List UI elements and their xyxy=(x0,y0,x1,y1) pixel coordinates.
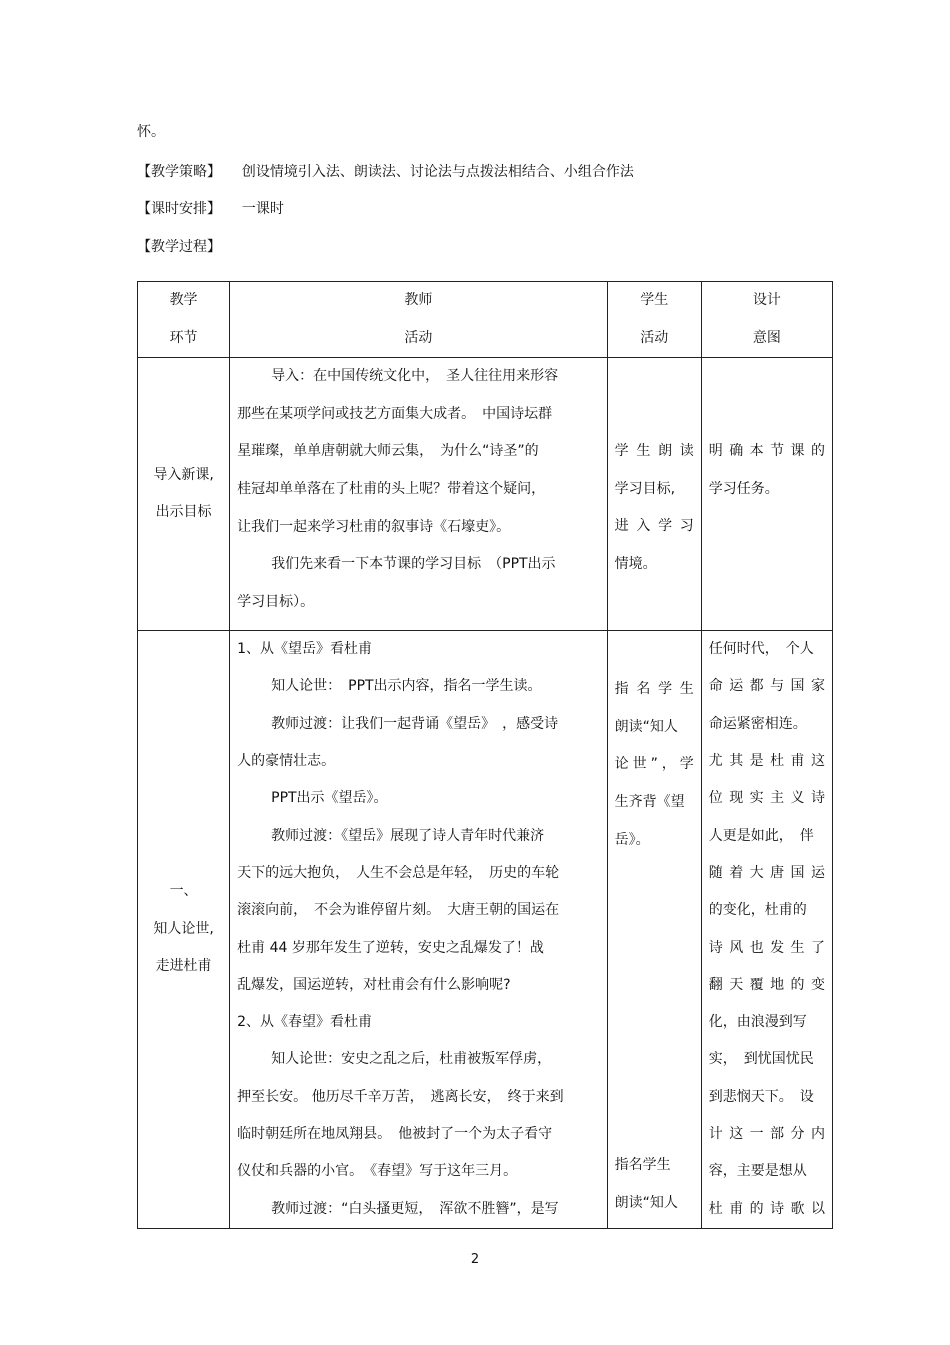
text-line: 的变化，杜甫的 xyxy=(708,902,807,919)
header-teacher-line1: 教师 xyxy=(404,292,433,308)
text-line: 翻天覆地的变 xyxy=(708,976,825,993)
text-line: 明确本节课的 xyxy=(708,443,825,460)
text-line: 教师过渡：《望岳》展现了诗人青年时代兼济 xyxy=(271,827,545,844)
text-line: 指名学生 xyxy=(614,1157,671,1174)
strategy-line xyxy=(137,162,634,182)
text-line: 指名学生 xyxy=(614,681,694,698)
header-intent-line2: 意图 xyxy=(752,329,781,346)
text-line: 滚滚向前， 不会为谁停留片刻。 大唐王朝的国运在 xyxy=(237,902,560,919)
text-line: 让我们一起来学习杜甫的叙事诗《石壕吏》。 xyxy=(237,518,511,535)
text-line: 知人论世：安史之乱之后，杜甫被叛军俘虏， xyxy=(271,1051,552,1068)
text-line: PPT出示《望岳》。 xyxy=(271,790,388,807)
text-line: 人的豪情壮志。 xyxy=(237,753,336,770)
lesson-plan-table xyxy=(137,281,833,1229)
header-student-line2: 活动 xyxy=(640,329,669,346)
text-line: 容，主要是想从 xyxy=(708,1163,807,1180)
header-teacher-line2: 活动 xyxy=(404,329,433,346)
text-line: 押至长安。 他历尽千辛万苦， 逃离长安， 终于来到 xyxy=(237,1088,564,1105)
text-line: 教师过渡：“白头搔更短， 浑欲不胜簪”，是写 xyxy=(271,1200,559,1217)
text-line: 尤其是杜甫这 xyxy=(708,753,825,770)
text-line: 知人论世： PPT出示内容，指名一学生读。 xyxy=(271,678,542,695)
text-line: 岳》。 xyxy=(614,831,650,848)
text-line: 乱爆发，国运逆转，对杜甫会有什么影响呢? xyxy=(237,976,511,993)
stage-line: 知人论世, xyxy=(153,920,214,937)
teacher-activity-cell xyxy=(230,358,608,631)
header-stage xyxy=(138,282,230,358)
text-line: 教师过渡：让我们一起背诵《望岳》 ，感受诗 xyxy=(271,715,559,732)
strategy-value: 创设情境引入法、朗读法、讨论法与点拨法相结合、小组合作法 xyxy=(241,164,634,180)
table-row xyxy=(138,358,833,631)
text-line: 临时朝廷所在地凤翔县。 他被封了一个为太子看守 xyxy=(237,1126,553,1143)
text-line: 学习任务。 xyxy=(708,480,779,497)
text-line: 星璀璨，单单唐朝就大师云集， 为什么“诗圣”的 xyxy=(237,443,539,460)
header-intent xyxy=(701,282,832,358)
text-line: 我们先来看一下本节课的学习目标 （PPT出示 xyxy=(271,556,556,573)
table-header-row xyxy=(138,282,833,358)
teacher-activity-cell xyxy=(230,631,608,1229)
design-intent-cell xyxy=(701,631,832,1229)
text-line: 杜甫的诗歌以 xyxy=(708,1200,825,1217)
text-line: 诗风也发生了 xyxy=(708,939,825,956)
header-stage-line2: 环节 xyxy=(169,329,198,346)
section-heading: 2、从《春望》看杜甫 xyxy=(237,1014,373,1031)
student-activity-cell xyxy=(607,358,701,631)
text-line: 那些在某项学问或技艺方面集大成者。 中国诗坛群 xyxy=(237,405,553,422)
text-line: 仪仗和兵器的小官。 《春望》写于这年三月。 xyxy=(237,1163,518,1180)
schedule-label: 【课时安排】 xyxy=(137,201,221,217)
text-line: 位现实主义诗 xyxy=(708,790,825,807)
text-line: 情境。 xyxy=(614,555,657,572)
text-line: 朗读“知人 xyxy=(614,718,678,735)
text-line: 学生朗读 xyxy=(614,443,694,460)
stage-cell xyxy=(138,358,230,631)
text-line: 天下的远大抱负， 人生不会总是年轻， 历史的车轮 xyxy=(237,864,560,881)
header-student-line1: 学生 xyxy=(640,292,669,308)
stage-line: 一、 xyxy=(169,883,198,900)
text-line: 随着大唐国运 xyxy=(708,864,825,881)
schedule-line xyxy=(137,199,284,219)
header-student xyxy=(607,282,701,358)
text-line: 化，由浪漫到写 xyxy=(708,1014,807,1031)
text-line: 计这一部分内 xyxy=(708,1126,825,1143)
design-intent-cell xyxy=(701,358,832,631)
stage-line: 走进杜甫 xyxy=(155,958,212,975)
carry-over-text: 怀。 xyxy=(137,124,165,140)
text-line: 任何时代， 个人 xyxy=(708,641,814,658)
text-line: 学习目标）。 xyxy=(237,593,315,610)
process-label: 【教学过程】 xyxy=(137,239,221,255)
text-line: 导入：在中国传统文化中， 圣人往往用来形容 xyxy=(271,368,559,385)
text-line: 实， 到忧国忧民 xyxy=(708,1051,814,1068)
header-teacher xyxy=(230,282,608,358)
strategy-label: 【教学策略】 xyxy=(137,164,221,180)
text-line: 朗读“知人 xyxy=(614,1194,678,1211)
header-stage-line1: 教学 xyxy=(169,292,198,308)
stage-line: 导入新课, xyxy=(153,466,214,483)
stage-line: 出示目标 xyxy=(155,504,212,521)
page-number: 2 xyxy=(470,1252,480,1267)
text-line: 桂冠却单单落在了杜甫的头上呢？带着这个疑问， xyxy=(237,480,546,497)
schedule-value: 一课时 xyxy=(241,201,284,217)
student-activity-cell xyxy=(607,631,701,1229)
header-intent-line1: 设计 xyxy=(752,292,781,308)
text-line: 论世”，学 xyxy=(614,756,694,773)
text-line: 进入学习 xyxy=(614,518,694,535)
text-line: 杜甫 44 岁那年发生了逆转，安史之乱爆发了！战 xyxy=(237,939,544,956)
stage-cell xyxy=(138,631,230,1229)
section-heading: 1、从《望岳》看杜甫 xyxy=(237,641,373,658)
table-row xyxy=(138,631,833,1229)
text-line: 生齐背《望 xyxy=(614,793,685,810)
text-line: 人更是如此， 伴 xyxy=(708,827,814,844)
text-line: 学习目标, xyxy=(614,480,676,497)
text-line: 命运都与国家 xyxy=(708,678,825,695)
text-line: 到悲悯天下。 设 xyxy=(708,1088,814,1105)
text-line: 命运紧密相连。 xyxy=(708,715,807,732)
